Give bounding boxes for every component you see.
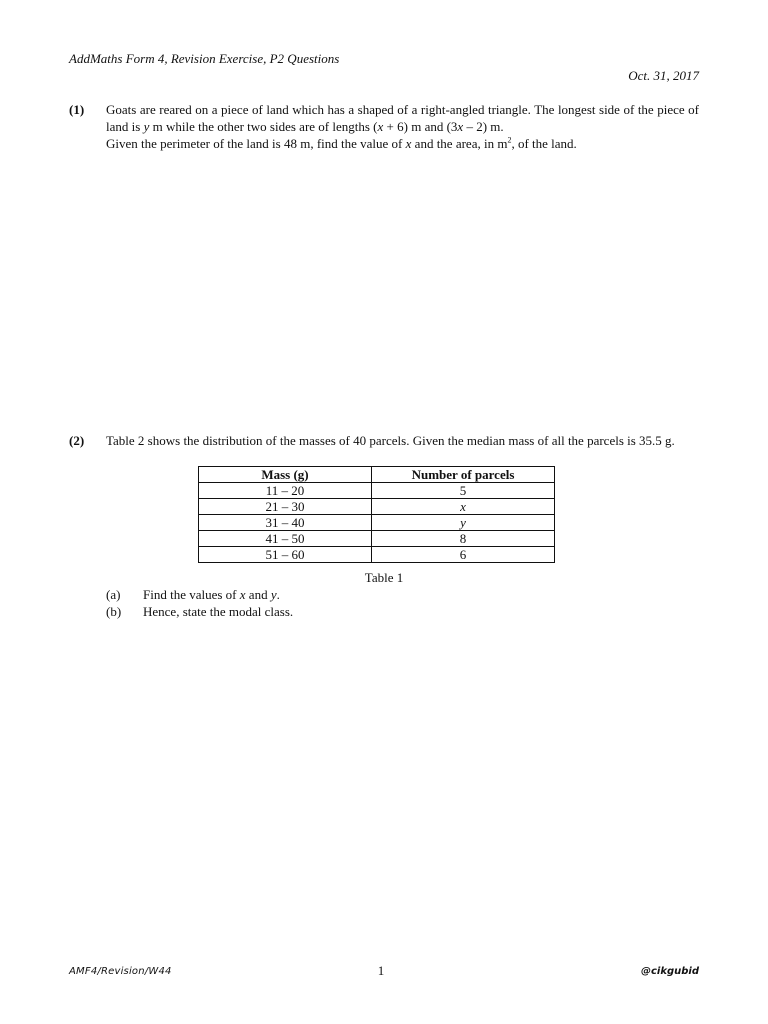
part-b-label: (b) <box>106 604 122 619</box>
part-a-var-y: y <box>270 587 277 602</box>
question-1-body <box>106 101 699 152</box>
column-header-parcels: Number of parcels <box>372 467 555 483</box>
question-2-part-a <box>106 587 280 603</box>
document-date: Oct. 31, 2017 <box>628 68 699 83</box>
part-a-text: Find the values of <box>143 587 240 602</box>
q1-var-x: x <box>457 119 464 134</box>
q1-text: Given the perimeter of the land is 48 m, find the value of <box>106 136 406 151</box>
question-2 <box>69 432 699 449</box>
part-a-var-x: x <box>239 587 246 602</box>
part-a-text: . <box>276 587 280 602</box>
table-row <box>199 499 555 515</box>
q1-text: and the area, in m <box>411 136 508 151</box>
document-title: AddMaths Form 4, Revision Exercise, P2 Questions <box>69 51 340 66</box>
q1-superscript: 2 <box>507 135 512 145</box>
q1-text: – 2) m. <box>463 119 504 134</box>
question-2-part-b <box>106 604 293 620</box>
count-cell: x <box>372 499 555 515</box>
mass-cell: 11 – 20 <box>199 483 372 499</box>
mass-cell: 21 – 30 <box>199 499 372 515</box>
part-b-text: Hence, state the modal class. <box>143 604 294 619</box>
count-cell: y <box>372 515 555 531</box>
question-1-number: (1) <box>69 102 85 117</box>
mass-cell: 31 – 40 <box>199 515 372 531</box>
mass-distribution-table <box>198 466 555 563</box>
question-1-statement <box>106 101 699 135</box>
table-header-row <box>199 467 555 483</box>
q1-text: + 6) m and (3 <box>383 119 458 134</box>
q1-text: , of the land. <box>511 136 577 151</box>
count-cell: 8 <box>372 531 555 547</box>
question-1 <box>69 101 699 152</box>
table-row <box>199 483 555 499</box>
table-row <box>199 515 555 531</box>
q1-text: m while the other two sides are of lengths ( <box>149 119 378 134</box>
q1-text: Goats are reared on a piece of land which has a shaped of a right-angled triangle. The longest side of the piece of land is <box>106 102 699 134</box>
q1-var-x: x <box>377 119 384 134</box>
q1-var-x: x <box>405 136 412 151</box>
count-cell: 6 <box>372 547 555 563</box>
part-a-label: (a) <box>106 587 121 602</box>
count-cell: 5 <box>372 483 555 499</box>
table-row <box>199 547 555 563</box>
part-a-text: and <box>245 587 271 602</box>
q1-var-y: y <box>143 119 150 134</box>
mass-cell: 41 – 50 <box>199 531 372 547</box>
footer-code: AMF4/Revision/W44 <box>69 966 172 977</box>
footer-author: @cikgubid <box>640 966 699 977</box>
question-2-number: (2) <box>69 433 85 448</box>
question-2-body <box>106 432 699 449</box>
question-1-task <box>106 135 699 152</box>
table-caption: Table 1 <box>364 570 404 585</box>
page-number: 1 <box>377 963 385 978</box>
mass-cell: 51 – 60 <box>199 547 372 563</box>
column-header-mass: Mass (g) <box>199 467 372 483</box>
table-row <box>199 531 555 547</box>
question-2-intro: Table 2 shows the distribution of the masses of 40 parcels. Given the median mass of all the parcels is 35.5 g. <box>106 433 675 448</box>
